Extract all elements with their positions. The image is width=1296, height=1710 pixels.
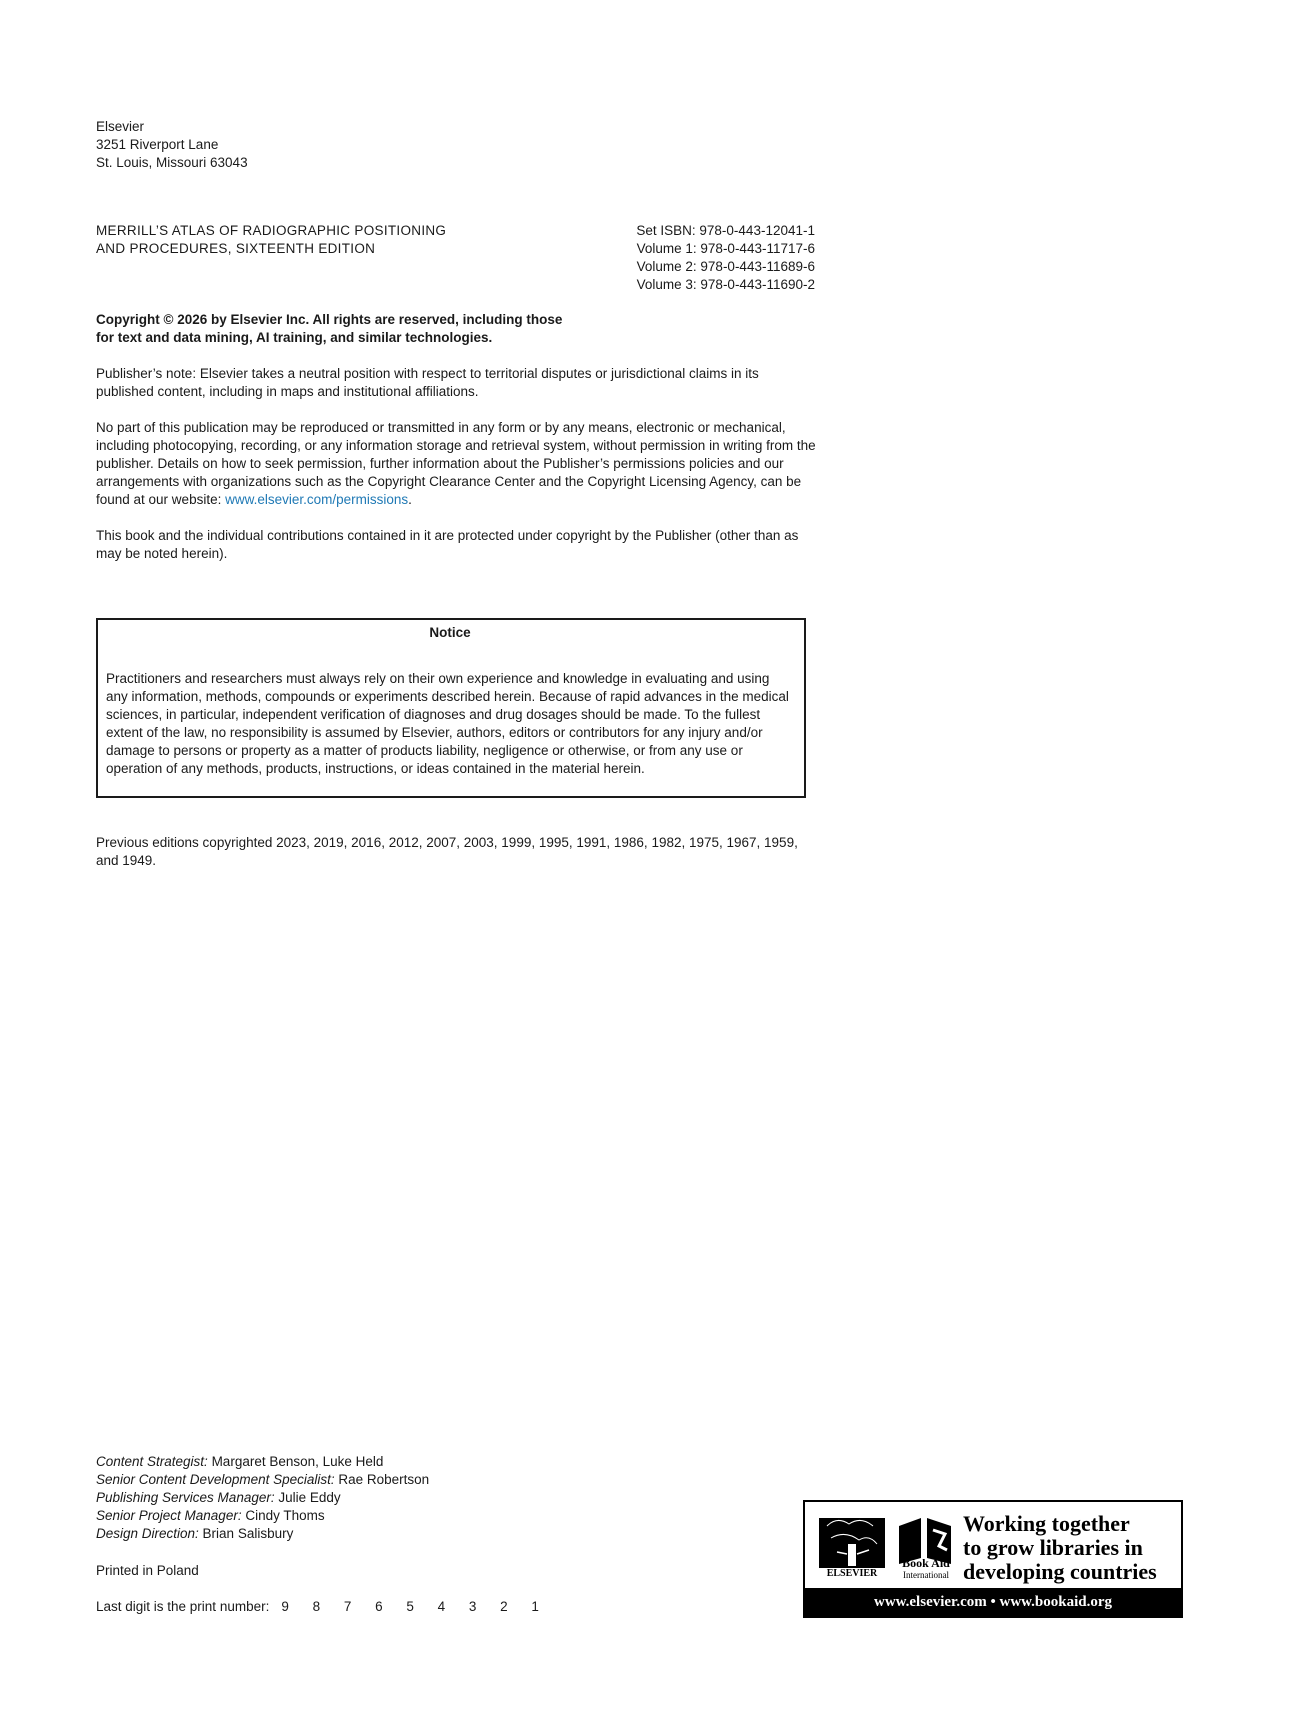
credit-row — [96, 1471, 429, 1489]
credit-name: Cindy Thoms — [241, 1508, 325, 1523]
elsevier-logo-label: ELSEVIER — [826, 1568, 878, 1579]
banner-urls[interactable]: www.elsevier.com • www.bookaid.org — [805, 1588, 1181, 1616]
protection-paragraph: This book and the individual contributions contained in it are protected under copyright by the Publisher (other than as may be noted herein). — [96, 528, 799, 561]
isbn-volume-3: Volume 3: 978-0-443-11690-2 — [636, 277, 815, 292]
previous-editions: Previous editions copyrighted 2023, 2019, 2016, 2012, 2007, 2003, 1999, 1995, 1991, 1986, 1982, 1975, 1967, 1959, and 1949. — [96, 835, 798, 868]
notice-title: Notice — [429, 625, 471, 640]
book-title — [96, 222, 446, 258]
credit-role: Publishing Services Manager: — [96, 1490, 275, 1505]
permissions-link[interactable]: www.elsevier.com/permissions — [225, 492, 409, 507]
credit-name: Brian Salisbury — [198, 1526, 294, 1541]
printed-in: Printed in Poland — [96, 1563, 199, 1578]
credit-role: Content Strategist: — [96, 1454, 208, 1469]
credit-name: Rae Robertson — [334, 1472, 430, 1487]
print-number — [96, 1598, 549, 1616]
credit-row — [96, 1525, 429, 1543]
copyright-statement — [96, 311, 816, 347]
publisher-note: Publisher’s note: Elsevier takes a neutral position with respect to territorial disputes or jurisdictional claims in its published content, including in maps and institutional affiliations. — [96, 366, 759, 399]
isbn-volume-2: Volume 2: 978-0-443-11689-6 — [636, 259, 815, 274]
credit-row — [96, 1489, 429, 1507]
copyright-line: for text and data mining, AI training, and similar technologies. — [96, 330, 493, 345]
isbn-set: Set ISBN: 978-0-443-12041-1 — [636, 223, 815, 238]
book-aid-banner — [803, 1500, 1183, 1618]
credit-name: Julie Eddy — [274, 1490, 341, 1505]
address-line: St. Louis, Missouri 63043 — [96, 155, 248, 170]
credit-role: Senior Content Development Specialist: — [96, 1472, 335, 1487]
slogan-line: to grow libraries in — [963, 1535, 1143, 1560]
credits-list — [96, 1453, 429, 1543]
book-title-line: AND PROCEDURES, SIXTEENTH EDITION — [96, 241, 376, 256]
notice-box — [96, 618, 806, 798]
banner-top — [805, 1502, 1181, 1588]
copyright-line: Copyright © 2026 by Elsevier Inc. All rights are reserved, including those — [96, 312, 563, 327]
print-number-label: Last digit is the print number: — [96, 1599, 270, 1614]
address-line: 3251 Riverport Lane — [96, 137, 219, 152]
book-aid-name: Book Aid — [902, 1556, 950, 1570]
book-aid-sub: International — [903, 1570, 949, 1580]
permissions-text: No part of this publication may be reproduced or transmitted in any form or by any means, electronic or mechanical, including photocopying, recording, or any information storage and retrieval system, without permission in writing from the publisher. Details on how to seek permission, further information about the Publisher’s permissions policies and our arrangements with organizations such as the Copyright Clearance Center and the Copyright Licensing Agency, can be found at our website: — [96, 420, 816, 507]
credit-row — [96, 1507, 429, 1525]
publisher-address — [96, 118, 248, 172]
slogan-line: developing countries — [963, 1559, 1157, 1584]
book-aid-logo-label — [891, 1558, 961, 1580]
credit-name: Margaret Benson, Luke Held — [207, 1454, 384, 1469]
address-line: Elsevier — [96, 119, 145, 134]
print-number-digits: 9 8 7 6 5 4 3 2 1 — [281, 1599, 549, 1614]
isbn-volume-1: Volume 1: 978-0-443-11717-6 — [636, 241, 815, 256]
permissions-end: . — [408, 492, 412, 507]
credit-row — [96, 1453, 429, 1471]
isbn-block — [560, 222, 815, 294]
banner-slogan — [963, 1512, 1177, 1584]
slogan-line: Working together — [963, 1511, 1130, 1536]
credit-role: Design Direction: — [96, 1526, 199, 1541]
book-title-line: MERRILL’S ATLAS OF RADIOGRAPHIC POSITIONING — [96, 223, 447, 238]
notice-body: Practitioners and researchers must always rely on their own experience and knowledge in evaluating and using any information, methods, compounds or experiments described herein. Because of rapid advances in the medical sciences, in particular, independent verification of diagnoses and drug dosages should be made. To the fullest extent of the law, no responsibility is assumed by Elsevier, authors, editors or contributors for any injury and/or damage to persons or property as a matter of products liability, negligence or otherwise, or from any use or operation of any methods, products, instructions, or ideas contained in the material herein. — [106, 671, 789, 776]
permissions-paragraph — [96, 419, 816, 509]
credit-role: Senior Project Manager: — [96, 1508, 242, 1523]
